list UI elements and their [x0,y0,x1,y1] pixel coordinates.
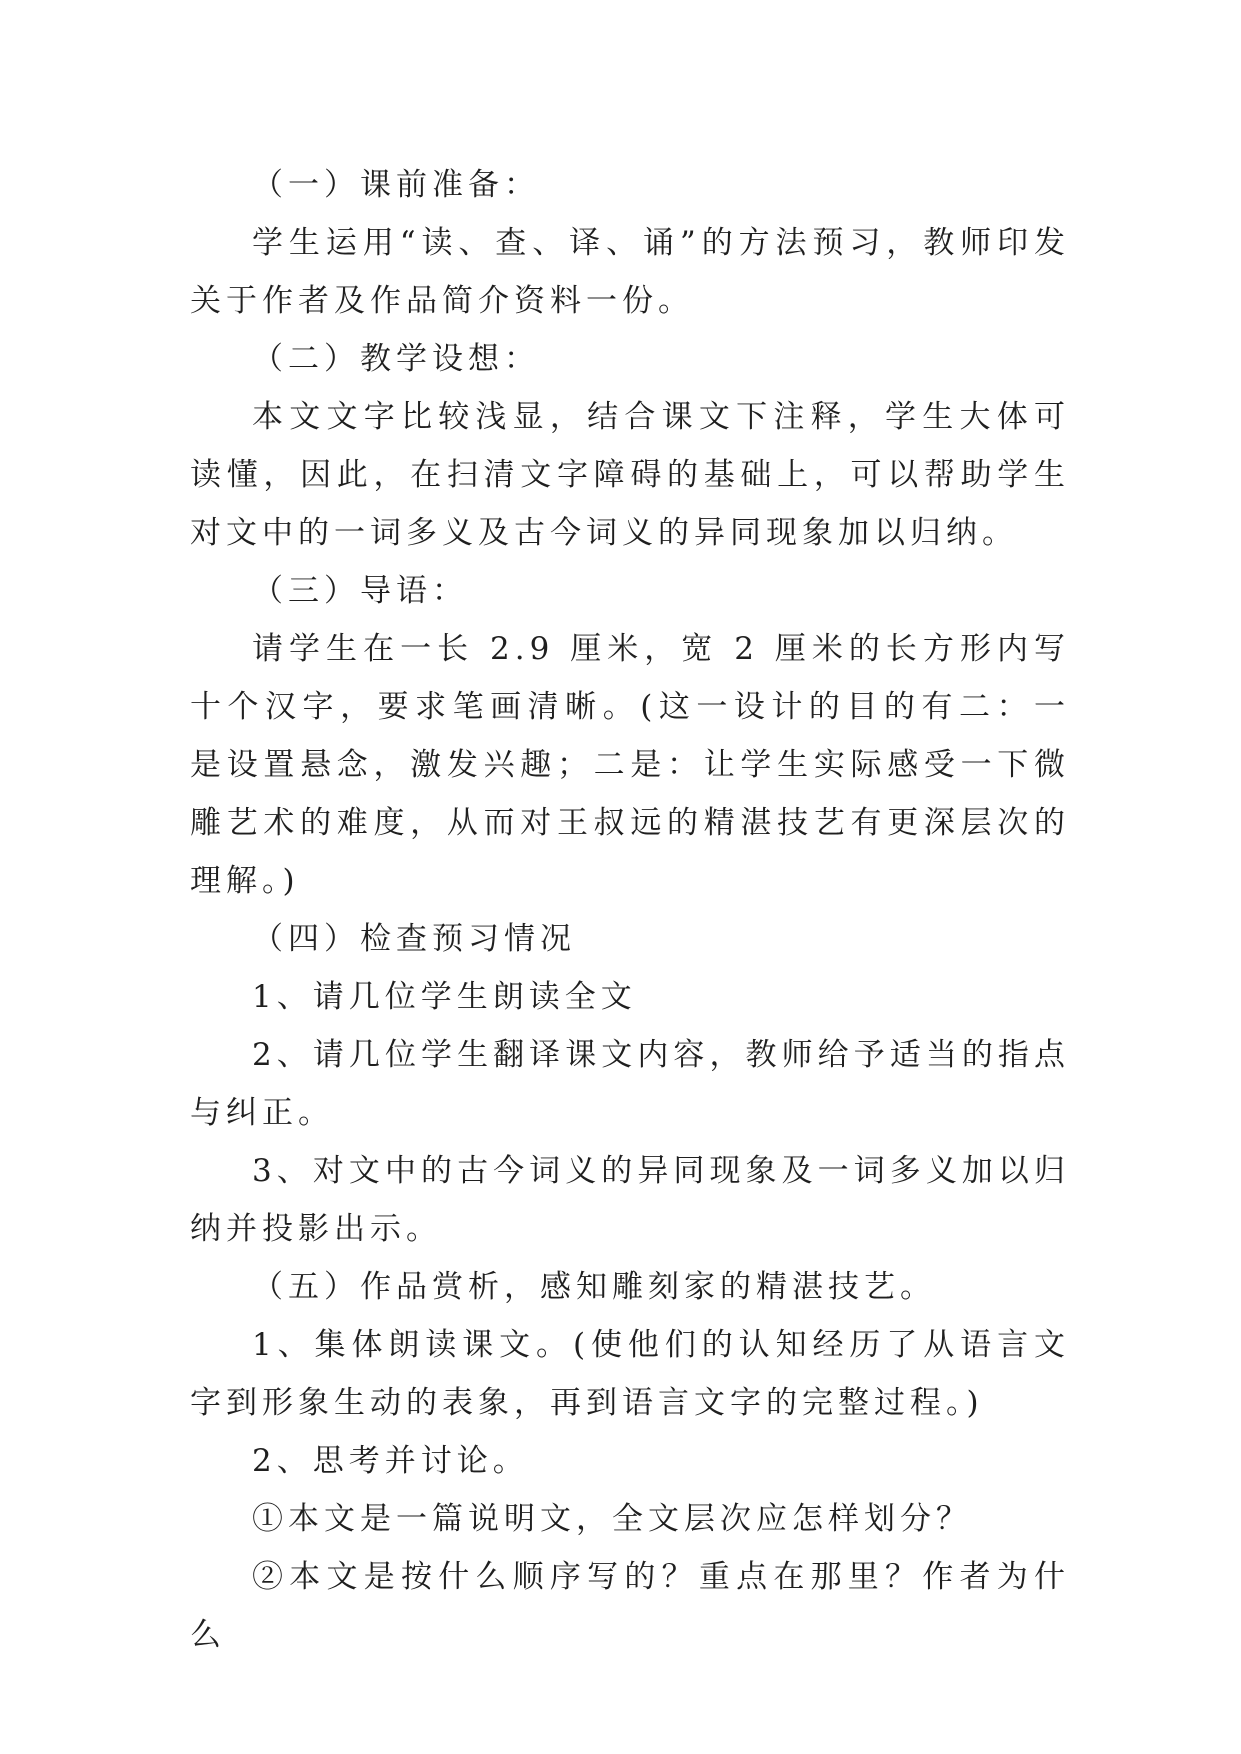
section-heading-preparation: （一）课前准备： [252,167,540,203]
list-item-group-reading: 1、集体朗读课文。(使他们的认知经历了从语言文字到形象生动的表象，再到语言文字的完整过程。) [190,1327,1070,1421]
section-heading-teaching-plan: （二）教学设想： [252,341,540,377]
question-item-order: ②本文是按什么顺序写的？重点在那里？作者为什么 [190,1559,1070,1653]
paragraph-preparation: 学生运用“读、查、译、诵”的方法预习，教师印发关于作者及作品简介资料一份。 [190,225,1070,319]
document-body [190,156,1070,1664]
question-item-structure: ①本文是一篇说明文，全文层次应怎样划分？ [252,1501,972,1537]
list-item-read-aloud: 1、请几位学生朗读全文 [252,979,637,1015]
list-item-summarize: 3、对文中的古今词义的异同现象及一词多义加以归纳并投影出示。 [190,1153,1070,1247]
list-item-discussion: 2、思考并讨论。 [252,1443,529,1479]
section-heading-check-preview: （四）检查预习情况 [252,921,576,957]
list-item-translate: 2、请几位学生翻译课文内容，教师给予适当的指点与纠正。 [190,1037,1070,1131]
section-heading-introduction: （三）导语： [252,573,468,609]
paragraph-introduction: 请学生在一长 2.9 厘米，宽 2 厘米的长方形内写十个汉字，要求笔画清晰。(这一设计的目的有二：一是设置悬念，激发兴趣；二是：让学生实际感受一下微雕艺术的难度，从而对王叔远的精湛技艺有更深层次的理解。) [190,631,1070,899]
section-heading-appreciation: （五）作品赏析，感知雕刻家的精湛技艺。 [252,1269,936,1305]
paragraph-teaching-plan: 本文文字比较浅显，结合课文下注释，学生大体可读懂，因此，在扫清文字障碍的基础上，可以帮助学生对文中的一词多义及古今词义的异同现象加以归纳。 [190,399,1070,551]
